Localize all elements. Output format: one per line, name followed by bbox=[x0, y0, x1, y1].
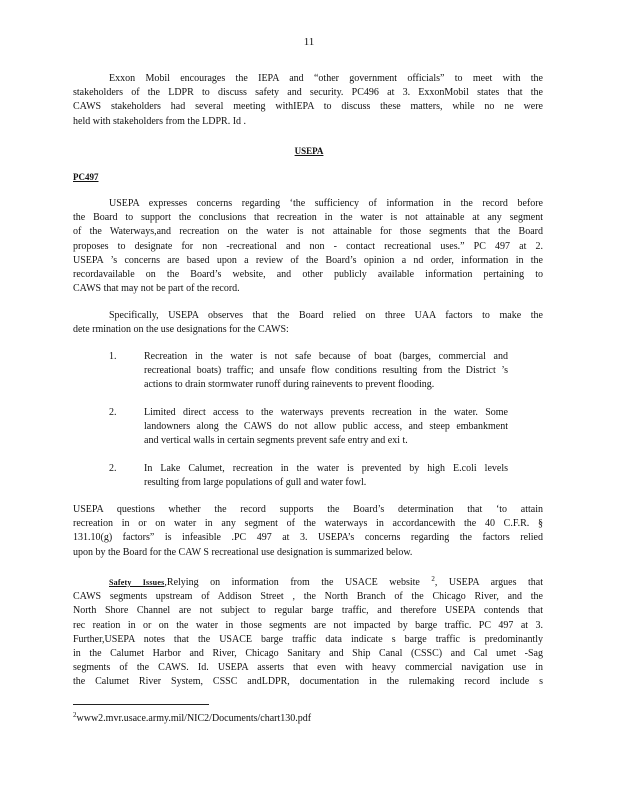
text-line: CAWS segments upstream of Addison Street , the North Branch of the Chicago River, and the bbox=[73, 591, 543, 603]
text-line: Exxon Mobil encourages the IEPA and “other government officials” to meet with the bbox=[109, 73, 543, 84]
heading-text: USEPA bbox=[294, 146, 324, 156]
text-line: recreation in or on water in any segment of the waterways in accordancewith the 40 C.F.R. § bbox=[73, 518, 543, 530]
text-line: recreational boats) traffic; and unsafe flow conditions resulting from the District ’s bbox=[144, 365, 508, 377]
text-line: actions to drain stormwater runoff during rainevents to prevent flooding. bbox=[144, 379, 435, 391]
footnote-divider bbox=[73, 704, 209, 705]
safety-issues-label: Safety Issues bbox=[109, 578, 165, 587]
text-line: rec reation in or on the water in those segments are not impacted by barge traffic. PC 497 at 3. bbox=[73, 619, 543, 631]
text-line bbox=[73, 572, 543, 590]
text-line: segments of the CAWS. Id. USEPA asserts that even with heavy commercial navigation use in bbox=[73, 662, 543, 674]
list-text bbox=[144, 406, 508, 449]
text-line: the Calumet River System, CSSC andLDPR, documentation in the rulemaking record include s bbox=[73, 676, 543, 688]
text-line: stakeholders of the LDPR to discuss safety and security. PC496 at 3. ExxonMobil states that the bbox=[73, 87, 543, 99]
text-line: Limited direct access to the waterways prevents recreation in the water. Some bbox=[144, 407, 508, 418]
text-fragment: , USEPA argues that bbox=[434, 577, 544, 588]
page-number: 11 bbox=[303, 36, 315, 48]
list-number: 1. bbox=[109, 351, 117, 362]
text-line: In Lake Calumet, recreation in the water is prevented by high E.coli levels bbox=[144, 463, 508, 474]
text-line: in the Calumet Harbor and River, Chicago Sanitary and Ship Canal (CSSC) and Cal umet -Sag bbox=[73, 648, 543, 660]
list-text bbox=[144, 350, 508, 393]
footnote-reference: 2 bbox=[431, 575, 435, 583]
text-line: Specifically, USEPA observes that the Board relied on three UAA factors to make the bbox=[109, 310, 543, 321]
text-fragment: ,Relying on information from the USACE website bbox=[164, 577, 420, 588]
text-line: of the Waterways,and recreation on the water is not attainable for those segments that the Board bbox=[73, 226, 543, 238]
text-line: CAWS stakeholders had several meeting withIEPA to discuss these matters, while no ne were bbox=[73, 101, 543, 113]
text-line: 131.10(g) factors” is infeasible .PC 497 at 3. USEPA’s concerns regarding the factors relied bbox=[73, 532, 543, 544]
text-line: USEPA questions whether the record supports the Board’s determination that ‘to attain bbox=[73, 504, 543, 515]
footnote bbox=[73, 711, 311, 724]
text-line: landowners along the CAWS do not allow public access, and steep embankment bbox=[144, 421, 508, 433]
text-line: USEPA expresses concerns regarding ‘the sufficiency of information in the record before bbox=[109, 198, 543, 209]
text-line: USEPA ’s concerns are based upon a review of the Board’s opinion a nd order, information in the bbox=[73, 254, 543, 266]
text-line: Recreation in the water is not safe because of boat (barges, commercial and bbox=[144, 351, 508, 362]
text-line: held with stakeholders from the LDPR. Id . bbox=[73, 115, 247, 127]
text-line: recordavailable on the Board’s website, and other publicly available information pertaining to bbox=[73, 269, 543, 281]
text-line: dete rmination on the use designations for the CAWS: bbox=[73, 324, 289, 336]
text-line: the Board to support the conclusions that recreation in the water is not attainable at any segment bbox=[73, 212, 543, 224]
section-heading-usepa bbox=[0, 146, 618, 156]
text-line: CAWS that may not be part of the record. bbox=[73, 283, 240, 295]
paragraph-usepa-concerns bbox=[73, 197, 543, 296]
list-item bbox=[73, 462, 543, 492]
list-number: 2. bbox=[109, 463, 117, 474]
text-line: upon by the Board for the CAW S recreational use designation is summarized below. bbox=[73, 546, 413, 558]
footnote-mark: 2 bbox=[73, 711, 77, 719]
text-line: North Shore Channel are not subject to regular barge traffic, and therefore USEPA contends that bbox=[73, 605, 543, 617]
paragraph-specifically bbox=[73, 309, 543, 337]
text-line: resulting from large populations of gull and water fowl. bbox=[144, 477, 367, 489]
text-line: proposes to designate for non -recreational and non - contact recreational uses.” PC 497 at 2. bbox=[73, 240, 543, 252]
list-number: 2. bbox=[109, 407, 117, 418]
subheading-pc497: PC497 bbox=[73, 172, 99, 182]
paragraph-safety-issues bbox=[73, 572, 543, 690]
text-line: Further,USEPA notes that the USACE barge traffic data indicate s barge traffic is predominantly bbox=[73, 633, 543, 645]
list-text bbox=[144, 462, 508, 490]
footnote-text: www2.mvr.usace.army.mil/NIC2/Documents/chart130.pdf bbox=[76, 713, 312, 724]
text-line: and vertical walls in certain segments prevent safe entry and exi t. bbox=[144, 435, 408, 447]
list-item bbox=[73, 350, 543, 395]
paragraph-usepa-questions bbox=[73, 503, 543, 560]
paragraph-exxon bbox=[73, 72, 543, 129]
list-item bbox=[73, 406, 543, 451]
